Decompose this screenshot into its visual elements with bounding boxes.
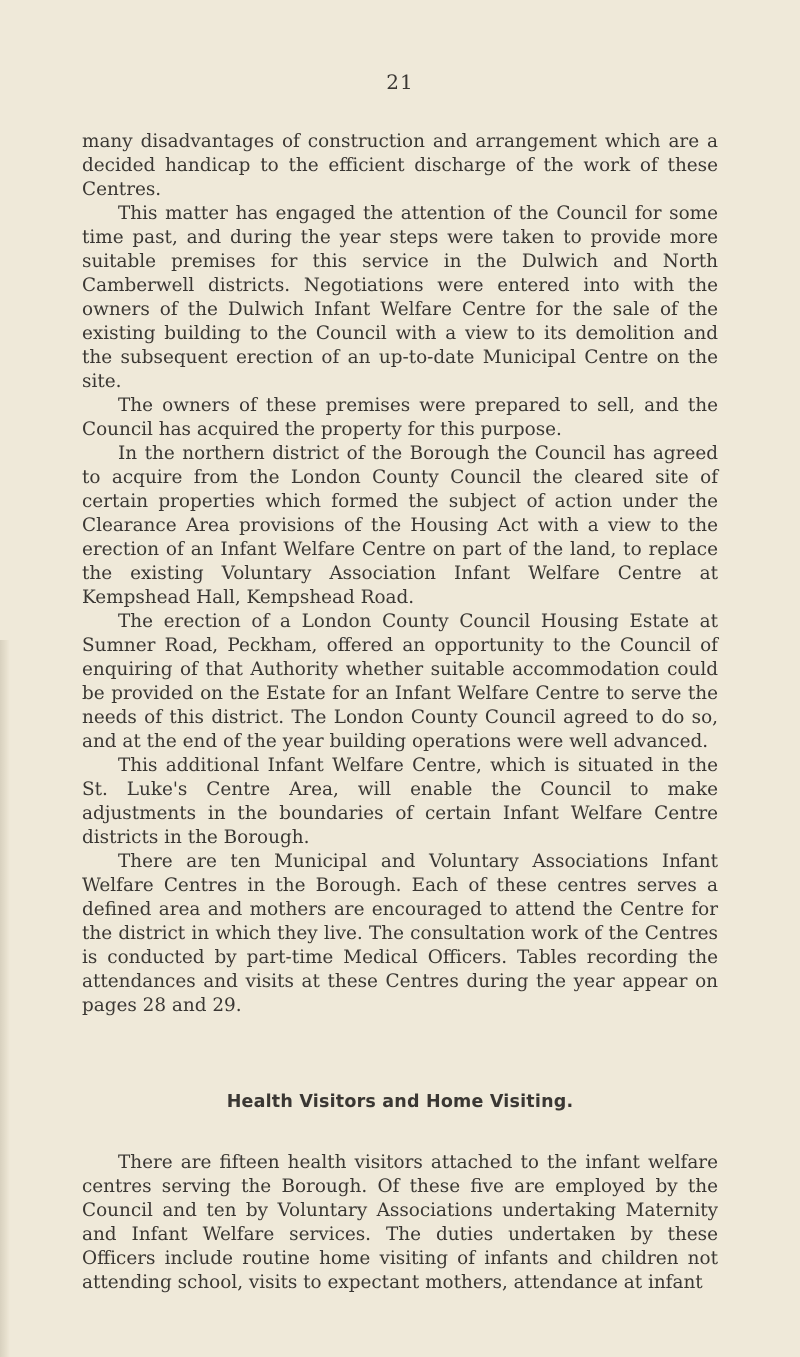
section-body-text bbox=[82, 1151, 718, 1295]
paragraph: This matter has engaged the attention of the Council for some time past, and during the year steps were taken to provide more suitable premises for this service in the Dulwich and North Camberwell districts. Negotiations were entered into with the owners of the Dulwich Infant Welfare Centre for the sale of the existing building to the Council with a view to its demolition and the subsequent erection of an up-to-date Municipal Centre on the site. bbox=[82, 203, 718, 392]
paragraph: many disadvantages of construction and arrangement which are a decided handicap to the efficient discharge of the work of these Centres. bbox=[82, 131, 718, 200]
paragraph: The erection of a London County Council Housing Estate at Sumner Road, Peckham, offered an opportunity to the Council of enquiring of that Authority whether suitable accommodation could be provided on the Estate for an Infant Welfare Centre to serve the needs of this district. The London County Council agreed to do so, and at the end of the year building operations were well advanced. bbox=[82, 611, 718, 752]
paragraph: This additional Infant Welfare Centre, which is situated in the St. Luke's Centre Area, will enable the Council to make adjustments in the boundaries of certain Infant Welfare Centre districts in the Borough. bbox=[82, 755, 718, 848]
section-heading: Health Visitors and Home Visiting. bbox=[226, 1092, 574, 1112]
page-number: 21 bbox=[386, 70, 414, 94]
paragraph: The owners of these premises were prepared to sell, and the Council has acquired the property for this purpose. bbox=[82, 395, 718, 440]
body-text bbox=[82, 130, 718, 1018]
page-edge-shadow bbox=[0, 640, 10, 1357]
paragraph: There are fifteen health visitors attached to the infant welfare centres serving the Borough. Of these five are employed by the Council and ten by Voluntary Associations undertaking Maternity and Infant Welfare services. The duties undertaken by these Officers include routine home visiting of infants and children not attending school, visits to expectant mothers, attendance at infant bbox=[82, 1152, 718, 1293]
paragraph: In the northern district of the Borough the Council has agreed to acquire from the London County Council the cleared site of certain properties which formed the subject of action under the Clearance Area provisions of the Housing Act with a view to the erection of an Infant Welfare Centre on part of the land, to replace the existing Voluntary Association Infant Welfare Centre at Kempshead Hall, Kempshead Road. bbox=[82, 443, 718, 608]
paragraph: There are ten Municipal and Voluntary Associations Infant Welfare Centres in the Borough. Each of these centres serves a defined area and mothers are encouraged to attend the Centre for the district in which they live. The consultation work of the Centres is conducted by part-time Medical Officers. Tables recording the attendances and visits at these Centres during the year appear on pages 28 and 29. bbox=[82, 851, 718, 1016]
